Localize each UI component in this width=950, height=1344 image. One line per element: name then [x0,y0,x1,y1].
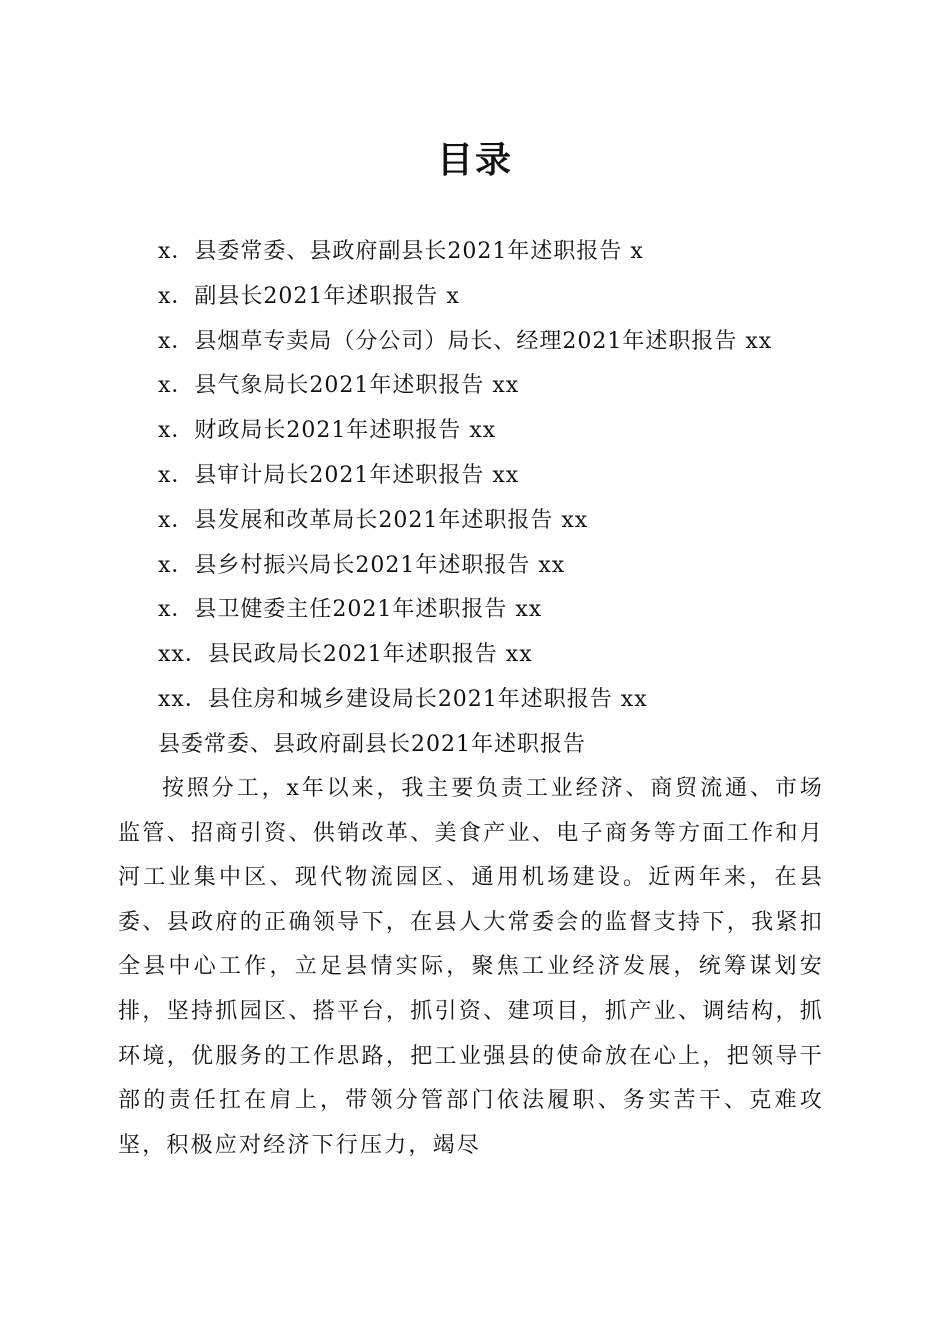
toc-item: x．财政局长2021年述职报告 xx [158,418,497,444]
toc-item: x．县审计局长2021年述职报告 xx [158,462,520,488]
toc-item: x．县烟草专卖局（分公司）局长、经理2021年述职报告 xx [158,328,773,354]
toc-item: x．副县长2021年述职报告 x [158,283,460,309]
toc-item: xx．县住房和城乡建设局长2021年述职报告 xx [158,686,648,712]
report-heading: 县委常委、县政府副县长2021年述职报告 [158,732,586,757]
toc-item: x．县乡村振兴局长2021年述职报告 xx [158,552,566,578]
toc-item: x．县发展和改革局长2021年述职报告 xx [158,507,589,533]
toc-item: x．县委常委、县政府副县长2021年述职报告 x [158,239,644,264]
body-paragraph: 按照分工，x年以来，我主要负责工业经济、商贸流通、市场监管、招商引资、供销改革、美食产业、电子商务等方面工作和月河工业集中区、现代物流园区、通用机场建设。近两年来，在县委、县政府的正确领导下，在县人大常委会的监督支持下，我紧扣全县中心工作，立足县情实际，聚焦工业经济发展，统筹谋划安排，坚持抓园区、搭平台，抓引资、建项目，抓产业、调结构，抓环境，优服务的工作思路，把工业强县的使命放在心上，把领导干部的责任扛在肩上，带领分管部门依法履职、务实苦干、克难攻坚，积极应对经济下行压力，竭尽 [118,776,824,1158]
toc-item: xx．县民政局长2021年述职报告 xx [158,642,533,668]
toc-title: 目录 [436,139,513,181]
toc-item: x．县气象局长2021年述职报告 xx [158,373,520,399]
table-of-contents [158,230,858,723]
toc-item: x．县卫健委主任2021年述职报告 xx [158,597,543,623]
